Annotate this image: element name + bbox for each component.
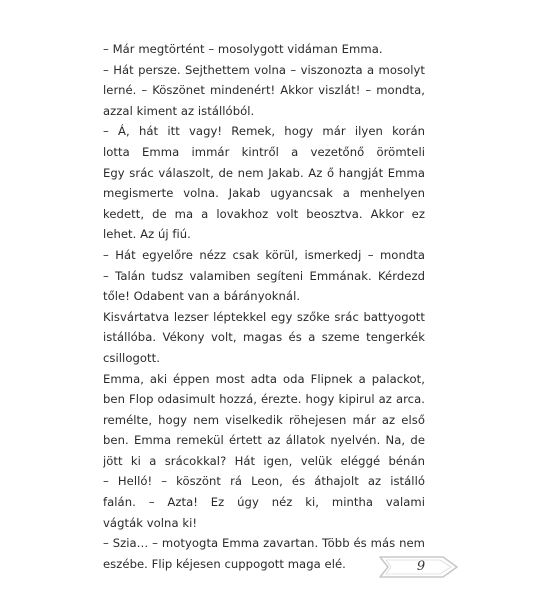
text-line: – Már megtörtént – mosolygott vidáman Emma. [103,42,383,56]
text-line: vágták volna ki! [103,515,198,530]
text-line: kedett, de ma a lovakhoz volt beosztva. Akkor ez [103,206,425,221]
text-line: Egy srác válaszolt, de nem Jakab. Az ő hangját Emma [103,165,425,180]
text-line: – Hát egyelőre nézz csak körül, ismerkedj – mondta [103,247,425,262]
text-line: remélte, hogy nem viselkedik röhejesen már az első [103,412,425,427]
text-line: csillogott. [103,350,160,365]
text-line: ben. Emma remekül értett az állatok nyelvén. Na, de [103,433,425,448]
text-line: – Helló! – köszönt rá Leon, és áthajolt az istálló [103,474,425,489]
text-line: ben Flop odasimult hozzá, érezte. hogy kipirul az arca. [103,392,425,407]
text-line: tőle! Odabent van a bárányoknál. [103,289,301,304]
text-line: lerné. – Köszönet mindenért! Akkor viszlát! – mondta, [103,83,425,98]
text-line: – Hát persze. Sejthettem volna – viszonozta a mosolyt [103,62,425,77]
text-line: jött ki a srácokkal? Hát igen, velük eléggé bénán [103,453,425,468]
text-line: istállóba. Vékony volt, magas és a szeme tengerkék [103,330,425,345]
text-line: azzal kiment az istállóból. [103,103,255,118]
text-line: megismerte volna. Jakab ugyancsak a menhelyen [103,186,425,201]
text-line: falán. – Azta! Ez úgy néz ki, mintha valami [103,495,425,510]
text-line: – Szia… – motyogta Emma zavartan. Több és más nem [103,536,425,551]
page-number-tab [379,556,459,578]
text-line: – Á, hát itt vagy! Remek, hogy már ilyen korán [103,124,425,139]
text-line: Kisvártatva lezser léptekkel egy szőke srác battyogott [103,309,425,324]
text-line: eszébe. Flip kéjesen cuppogott maga elé. [103,556,346,571]
body-text [103,39,425,574]
page-number: 9 [416,559,426,574]
text-line: lehet. Az új fiú. [103,227,191,242]
text-line: Emma, aki éppen most adta oda Flipnek a palackot, [103,371,425,386]
text-line: lotta Emma immár kintről a vezetőnő örömteli [103,144,425,159]
text-line: – Talán tudsz valamiben segíteni Emmának. Kérdezd [103,268,425,283]
